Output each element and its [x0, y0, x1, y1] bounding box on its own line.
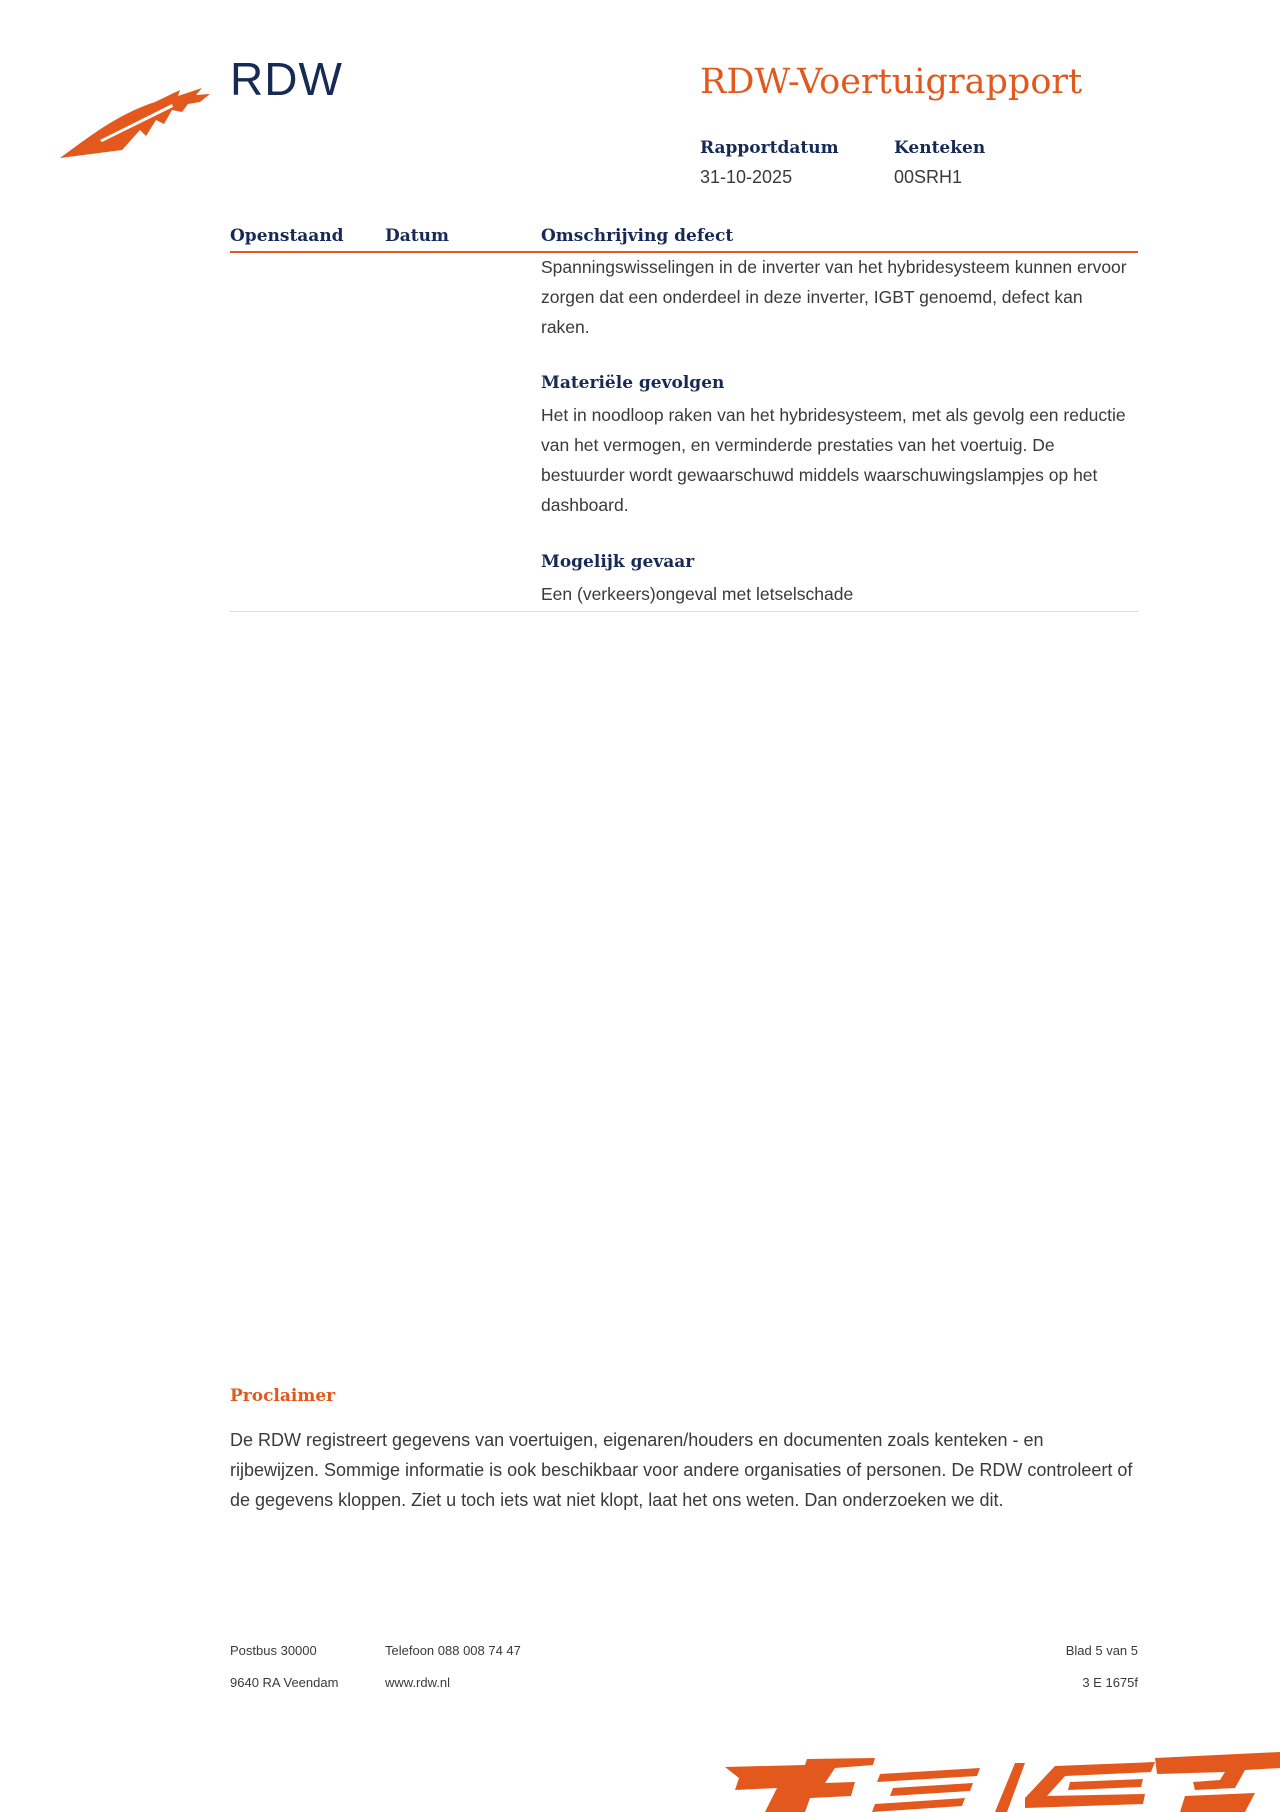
defect-description: Spanningswisselingen in de inverter van het hybridesysteem kunnen ervoor zorgen dat een onderdeel in deze inverter, IGBT genoemd, defect kan raken.	[541, 257, 1127, 337]
proclaimer-heading: Proclaimer	[230, 1386, 336, 1406]
logo-text: RDW	[230, 53, 343, 105]
column-header-open: Openstaand	[230, 226, 344, 246]
report-date-value: 31-10-2025	[700, 167, 793, 187]
table-row-divider	[230, 611, 1138, 612]
footer-document-code: 3 E 1675f	[1082, 1675, 1138, 1690]
report-date-label: Rapportdatum	[700, 138, 839, 158]
consequences-text: Het in noodloop raken van het hybridesysteem, met als gevolg een reductie van het vermogen, en verminderde prestaties van het voertuig. De bestuurder wordt gewaarschuwd middels waarschuwingslampjes op het dashboard.	[541, 405, 1126, 515]
footer-city: 9640 RA Veendam	[230, 1675, 339, 1690]
rdw-stripes-decoration-icon	[725, 1738, 1280, 1812]
danger-text: Een (verkeers)ongeval met letselschade	[541, 584, 854, 604]
footer-postbus: Postbus 30000	[230, 1643, 317, 1658]
footer-phone: Telefoon 088 008 74 47	[385, 1643, 521, 1658]
rdw-feather-logo-icon	[60, 80, 210, 162]
proclaimer-text: De RDW registreert gegevens van voertuigen, eigenaren/houders en documenten zoals kenteken - en rijbewijzen. Sommige informatie is ook beschikbaar voor andere organisaties of personen. De RDW controleert of de gegevens kloppen. Ziet u toch iets wat niet klopt, laat het ons weten. Dan onderzoeken we dit.	[230, 1430, 1133, 1510]
license-plate-label: Kenteken	[894, 138, 986, 158]
column-header-date: Datum	[385, 226, 449, 246]
report-title: RDW-Voertuigrapport	[700, 62, 1083, 102]
footer-page-number: Blad 5 van 5	[1065, 1643, 1138, 1658]
license-plate-value: 00SRH1	[894, 167, 963, 187]
column-header-description: Omschrijving defect	[541, 226, 734, 246]
footer-website: www.rdw.nl	[385, 1675, 451, 1690]
danger-heading: Mogelijk gevaar	[541, 552, 695, 572]
consequences-heading: Materiële gevolgen	[541, 373, 725, 393]
